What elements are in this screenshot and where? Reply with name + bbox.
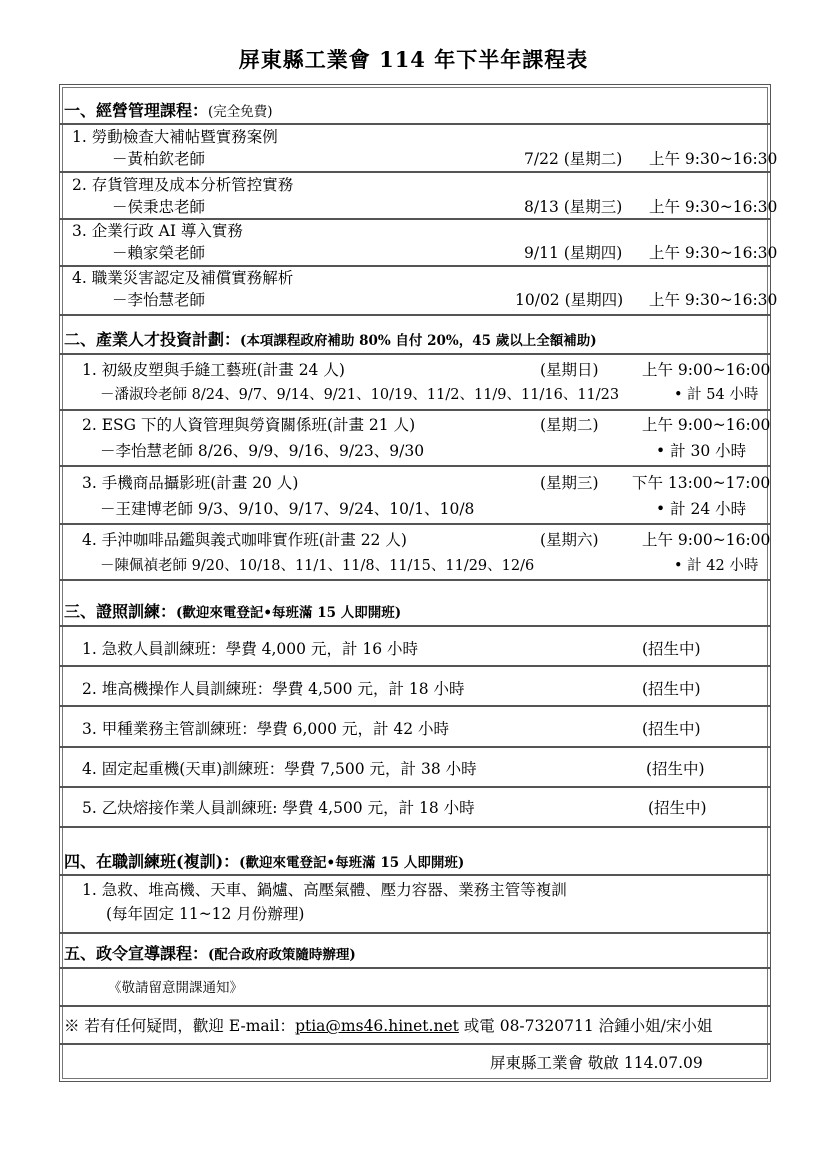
course-date: 7/22 (星期二) xyxy=(524,150,623,168)
divider xyxy=(60,465,770,467)
course-title: 1. 初級皮塑與手縫工藝班(計畫 24 人) xyxy=(82,361,345,379)
course-day: (星期日) xyxy=(540,361,599,379)
section-3-heading: 三、證照訓練：(歡迎來電登記•每班滿 15 人即開班) xyxy=(64,602,402,621)
divider xyxy=(60,523,770,525)
course-hours: • 計 54 小時 xyxy=(674,387,759,403)
course-day: (星期六) xyxy=(540,531,599,549)
course-day: (星期三) xyxy=(540,474,599,492)
divider xyxy=(60,932,770,934)
section-2-heading: 二、產業人才投資計劃：(本項課程政府補助 80% 自付 20%，45 歲以上全額補助) xyxy=(64,330,597,349)
course-teacher-dates: －李怡慧老師 8/26、9/9、9/16、9/23、9/30 xyxy=(100,442,425,460)
divider xyxy=(60,665,770,667)
divider xyxy=(60,705,770,707)
divider xyxy=(60,314,770,316)
divider xyxy=(60,967,770,969)
course-teacher: －侯秉忠老師 xyxy=(112,198,206,216)
cert-course: 2. 堆高機操作人員訓練班：學費 4,500 元，計 18 小時 xyxy=(82,680,465,698)
refresher-schedule: (每年固定 11~12 月份辦理) xyxy=(106,905,305,923)
refresher-courses: 1. 急救、堆高機、天車、鍋爐、高壓氣體、壓力容器、業務主管等複訓 xyxy=(82,881,567,899)
divider xyxy=(60,218,770,220)
course-time: 上午 9:30~16:30 xyxy=(649,291,778,309)
course-time: 上午 9:00~16:00 xyxy=(642,416,771,434)
course-teacher-dates: －陳佩禎老師 9/20、10/18、11/1、11/8、11/15、11/29、12/6 xyxy=(100,558,535,574)
contact-line: ※ 若有任何疑問，歡迎 E-mail：ptia@ms46.hinet.net 或電 08-7320711 洽鍾小姐/宋小姐 xyxy=(64,1017,713,1035)
divider xyxy=(60,1043,770,1045)
section-4-heading: 四、在職訓練班(複訓)：(歡迎來電登記•每班滿 15 人即開班) xyxy=(64,852,465,871)
course-title: 3. 企業行政 AI 導入實務 xyxy=(72,222,243,240)
footer-signature: 屏東縣工業會 敬啟 114.07.09 xyxy=(490,1054,703,1072)
course-time: 上午 9:30~16:30 xyxy=(649,198,778,216)
divider xyxy=(60,786,770,788)
course-title: 4. 職業災害認定及補償實務解析 xyxy=(72,269,294,287)
course-time: 下午 13:00~17:00 xyxy=(632,474,771,492)
cert-status: (招生中) xyxy=(646,760,705,778)
course-time: 上午 9:00~16:00 xyxy=(642,361,771,379)
cert-course: 1. 急救人員訓練班：學費 4,000 元，計 16 小時 xyxy=(82,640,419,658)
page-title: 屏東縣工業會 114 年下半年課程表 xyxy=(238,47,589,72)
course-title: 1. 勞動檢查大補帖暨實務案例 xyxy=(72,128,278,146)
course-date: 8/13 (星期三) xyxy=(524,198,623,216)
course-hours: • 計 24 小時 xyxy=(656,500,747,518)
cert-course: 5. 乙炔熔接作業人員訓練班: 學費 4,500 元，計 18 小時 xyxy=(82,799,475,817)
divider xyxy=(60,826,770,828)
divider xyxy=(60,1005,770,1007)
course-day: (星期二) xyxy=(540,416,599,434)
course-time: 上午 9:30~16:30 xyxy=(649,244,778,262)
divider xyxy=(60,265,770,267)
divider xyxy=(60,409,770,411)
divider xyxy=(60,874,770,876)
cert-course: 4. 固定起重機(天車)訓練班：學費 7,500 元，計 38 小時 xyxy=(82,760,477,778)
course-date: 9/11 (星期四) xyxy=(524,244,623,262)
course-hours: • 計 42 小時 xyxy=(674,558,759,574)
divider xyxy=(60,746,770,748)
divider xyxy=(60,353,770,355)
course-title: 3. 手機商品攝影班(計畫 20 人) xyxy=(82,474,299,492)
course-time: 上午 9:00~16:00 xyxy=(642,531,771,549)
divider xyxy=(60,579,770,581)
course-date: 10/02 (星期四) xyxy=(515,291,624,309)
course-time: 上午 9:30~16:30 xyxy=(649,150,778,168)
cert-status: (招生中) xyxy=(642,680,701,698)
cert-status: (招生中) xyxy=(642,640,701,658)
schedule-table xyxy=(59,84,778,1082)
divider xyxy=(60,171,770,173)
section-5-heading: 五、政令宣導課程：(配合政府政策隨時辦理) xyxy=(64,944,356,963)
course-teacher-dates: －王建博老師 9/3、9/10、9/17、9/24、10/1、10/8 xyxy=(100,500,475,518)
course-title: 4. 手沖咖啡品鑑與義式咖啡實作班(計畫 22 人) xyxy=(82,531,407,549)
course-hours: • 計 30 小時 xyxy=(656,442,747,460)
notice-text: 《敬請留意開課通知》 xyxy=(108,980,243,996)
email-link[interactable]: ptia@ms46.hinet.net xyxy=(295,1017,459,1035)
course-title: 2. 存貨管理及成本分析管控實務 xyxy=(72,176,294,194)
course-teacher: －賴家榮老師 xyxy=(112,244,206,262)
cert-course: 3. 甲種業務主管訓練班：學費 6,000 元，計 42 小時 xyxy=(82,720,450,738)
section-1-heading: 一、經營管理課程：(完全免費) xyxy=(64,101,273,120)
cert-status: (招生中) xyxy=(642,720,701,738)
divider xyxy=(60,123,770,125)
cert-status: (招生中) xyxy=(648,799,707,817)
course-teacher: －李怡慧老師 xyxy=(112,291,206,309)
course-teacher-dates: －潘淑玲老師 8/24、9/7、9/14、9/21、10/19、11/2、11/9、11/16、11/23 xyxy=(100,387,620,403)
course-title: 2. ESG 下的人資管理與勞資關係班(計畫 21 人) xyxy=(82,416,416,434)
divider xyxy=(60,625,770,627)
course-teacher: －黃柏欽老師 xyxy=(112,150,206,168)
